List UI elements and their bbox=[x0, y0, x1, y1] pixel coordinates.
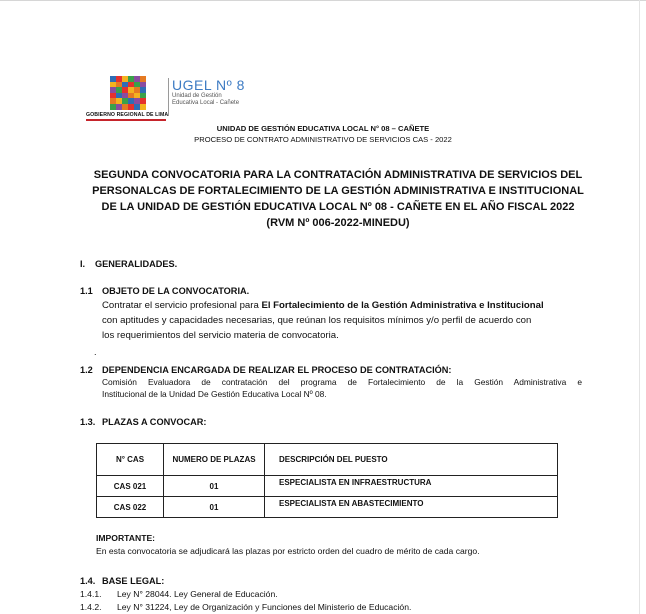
cell-plazas: 01 bbox=[164, 476, 265, 497]
section-1-2-line-2: Institucional de la Unidad De Gestión Educativa Local Nº 08. bbox=[102, 389, 327, 399]
section-1-3-number: 1.3. bbox=[80, 417, 96, 427]
cell-cas: CAS 021 bbox=[97, 476, 164, 497]
page-top-edge bbox=[0, 0, 646, 1]
header-line-1: UNIDAD DE GESTIÓN EDUCATIVA LOCAL N° 08 – CAÑETE bbox=[216, 124, 430, 133]
title-line-4: (RVM Nº 006-2022-MINEDU) bbox=[266, 217, 410, 229]
legal-item-1-number: 1.4.1. bbox=[80, 589, 102, 599]
header-line-2: PROCESO DE CONTRATO ADMINISTRATIVO DE SERVICIOS CAS - 2022 bbox=[194, 135, 452, 144]
ugel-title: UGEL Nº 8 bbox=[172, 77, 245, 93]
table-row bbox=[97, 497, 558, 518]
title-line-3: DE LA UNIDAD DE GESTIÓN EDUCATIVA LOCAL Nº 08 - CAÑETE EN EL AÑO FISCAL 2022 bbox=[101, 201, 575, 213]
cell-descripcion: ESPECIALISTA EN INFRAESTRUCTURA bbox=[265, 476, 558, 497]
section-1-4-number: 1.4. bbox=[80, 576, 96, 586]
section-1-title: GENERALIDADES. bbox=[95, 259, 178, 269]
ugel-subtitle-1: Unidad de Gestión bbox=[172, 93, 222, 99]
document-title bbox=[80, 167, 596, 231]
gobierno-regional-logo bbox=[86, 76, 169, 121]
section-1-1-line-2: con aptitudes y capacidades necesarias, que reúnan los requisitos mínimos y/o perfil de acuerdo con bbox=[102, 315, 532, 326]
gob-regional-label: GOBIERNO REGIONAL DE LIMA bbox=[86, 112, 169, 118]
plazas-table bbox=[96, 443, 558, 518]
regional-emblem-icon bbox=[110, 76, 146, 110]
legal-item-1-text: Ley N° 28044. Ley General de Educación. bbox=[117, 589, 278, 599]
col-header-cas: N° CAS bbox=[97, 444, 164, 476]
section-1-2-line-1: Comisión Evaluadora de contratación del programa de Fortalecimiento de la Gestión Administrativa e bbox=[102, 377, 582, 387]
section-1-4-title: BASE LEGAL: bbox=[102, 576, 165, 586]
table-header-row bbox=[97, 444, 558, 476]
emblem-tile bbox=[140, 104, 146, 110]
section-1-3-title: PLAZAS A CONVOCAR: bbox=[102, 417, 207, 427]
legal-item-2-text: Ley N° 31224, Ley de Organización y Funciones del Ministerio de Educación. bbox=[117, 602, 412, 612]
section-1-2-body bbox=[102, 376, 582, 400]
importante-text: En esta convocatoria se adjudicará las plazas por estricto orden del cuadro de mérito de cada cargo. bbox=[96, 546, 480, 556]
title-line-1: SEGUNDA CONVOCATORIA PARA LA CONTRATACIÓN ADMINISTRATIVA DE SERVICIOS DEL bbox=[93, 169, 583, 181]
table-row bbox=[97, 476, 558, 497]
objeto-bold-text: El Fortalecimiento de la Gestión Administrativa e Institucional bbox=[261, 300, 544, 311]
section-1-1-number: 1.1 bbox=[80, 286, 93, 296]
title-line-2: PERSONALCAS DE FORTALECIMIENTO DE LA GESTIÓN ADMINISTRATIVA E INSTITUCIONAL bbox=[92, 185, 584, 197]
section-1-2-title: DEPENDENCIA ENCARGADA DE REALIZAR EL PROCESO DE CONTRATACIÓN: bbox=[102, 365, 452, 375]
stray-dot: . bbox=[94, 347, 97, 357]
section-1-1-line-3: los requerimientos del servicio materia de convocatoria. bbox=[102, 330, 339, 341]
ugel-subtitle-2: Educativa Local - Cañete bbox=[172, 100, 240, 106]
ugel-logo bbox=[172, 78, 245, 107]
section-1-1-body bbox=[102, 298, 592, 343]
section-1-2-number: 1.2 bbox=[80, 365, 93, 375]
section-1-1-line-1 bbox=[102, 298, 592, 313]
section-1-number: I. bbox=[80, 259, 86, 269]
col-header-plazas: NUMERO DE PLAZAS bbox=[164, 444, 265, 476]
page-right-edge bbox=[639, 0, 640, 614]
objeto-text: Contratar el servicio profesional para bbox=[102, 300, 262, 311]
col-header-descripcion: DESCRIPCIÓN DEL PUESTO bbox=[265, 444, 558, 476]
importante-title: IMPORTANTE: bbox=[96, 533, 156, 543]
legal-item-2-number: 1.4.2. bbox=[80, 602, 102, 612]
cell-cas: CAS 022 bbox=[97, 497, 164, 518]
cell-descripcion: ESPECIALISTA EN ABASTECIMIENTO bbox=[265, 497, 558, 518]
logo-divider bbox=[168, 78, 169, 116]
cell-plazas: 01 bbox=[164, 497, 265, 518]
gob-underline bbox=[86, 119, 166, 121]
section-1-1-title: OBJETO DE LA CONVOCATORIA. bbox=[102, 286, 250, 296]
